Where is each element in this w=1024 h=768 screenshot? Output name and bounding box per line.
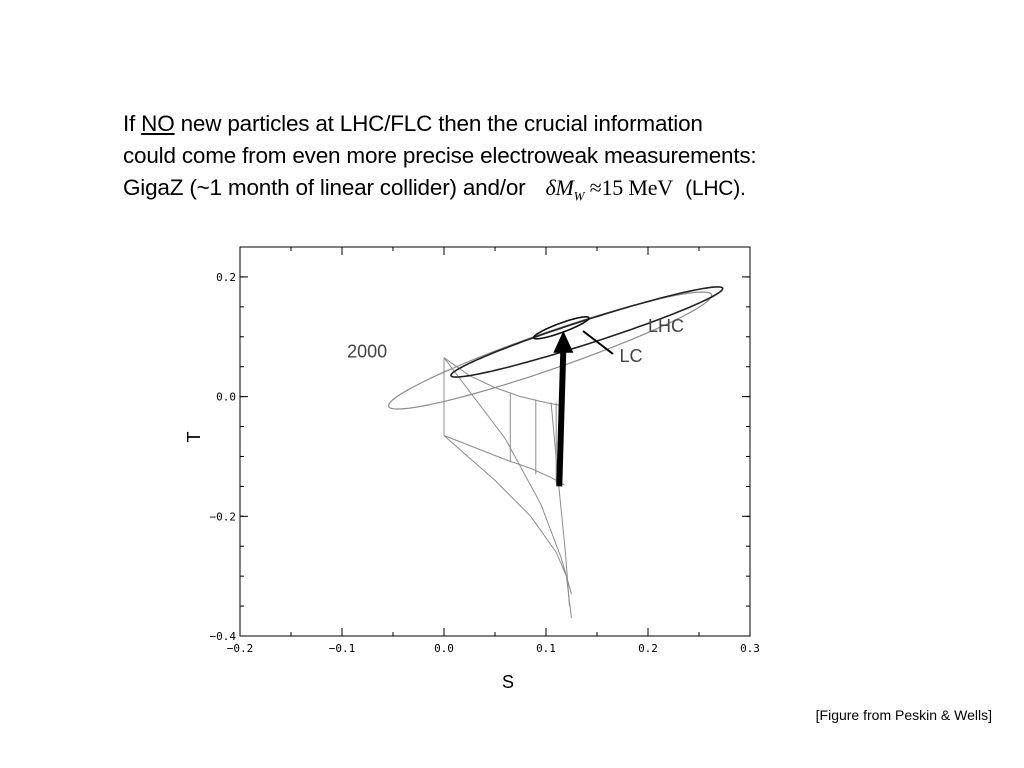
formula-delta: δM: [545, 175, 574, 200]
y-tick-label: 0.2: [216, 270, 236, 284]
formula-subscript: W: [573, 188, 585, 204]
emphasis-no: NO: [141, 111, 175, 136]
x-tick-label: 0.0: [434, 642, 454, 655]
y-axis-title: T: [184, 431, 204, 443]
arrow-shaft: [559, 349, 563, 487]
model-grid-line: [444, 358, 572, 594]
model-grid-line: [444, 436, 564, 486]
annotations: [347, 316, 684, 366]
formula-value: ≈15 MeV: [589, 175, 673, 200]
intro-prefix: If: [123, 111, 136, 136]
annotation-lhc: LHC: [648, 315, 685, 336]
x-tick-label: 0.1: [536, 642, 556, 655]
y-tick-label: −0.2: [209, 510, 236, 524]
lc-pointer-line: [583, 331, 613, 354]
ellipse-2000: [389, 292, 712, 409]
plot-frame: [240, 247, 750, 636]
intro-rest: new particles at LHC/FLC then the crucial information: [180, 111, 703, 136]
model-grid-line: [444, 436, 572, 619]
y-tick-label: 0.0: [216, 390, 236, 404]
intro-line-2: could come from even more precise electroweak measurements:: [123, 143, 757, 168]
annotation-2000: 2000: [347, 341, 388, 362]
gigaz-text: GigaZ (~1 month of linear collider) and/or: [123, 175, 526, 200]
figure-credit: [Figure from Peskin & Wells]: [815, 707, 992, 723]
x-tick-label: 0.3: [740, 642, 760, 655]
annotation-lc: LC: [619, 345, 643, 366]
lhc-suffix: (LHC).: [685, 177, 746, 200]
y-tick-label: −0.4: [209, 630, 236, 643]
x-tick-label: −0.2: [226, 642, 254, 655]
x-axis-title: S: [501, 672, 515, 692]
x-tick-label: 0.2: [638, 642, 658, 655]
ticks: [240, 247, 750, 636]
x-tick-label: −0.1: [328, 642, 356, 655]
